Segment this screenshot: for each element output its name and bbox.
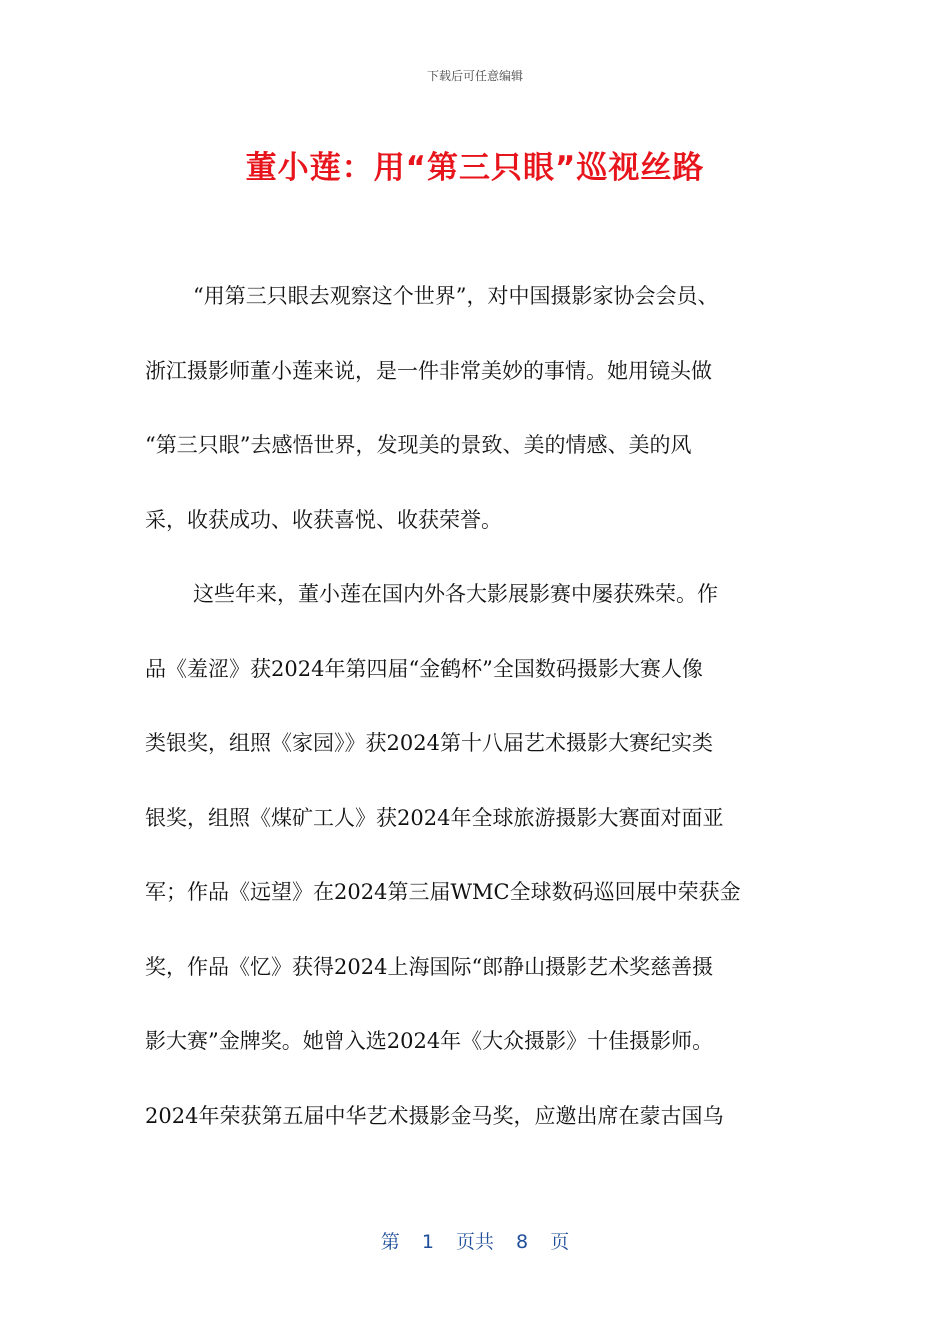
body-line: 奖，作品《忆》获得2024上海国际“郎静山摄影艺术奖慈善摄 [145, 954, 714, 979]
header-note: 下载后可任意编辑 [426, 69, 523, 83]
page-middle: 页共 [455, 1231, 494, 1253]
body-line: 军；作品《远望》在2024第三届WMC全球数码巡回展中荣获金 [145, 880, 741, 904]
page-prefix: 第 [380, 1231, 400, 1253]
document-body [145, 270, 805, 1164]
body-line: 浙江摄影师董小莲来说，是一件非常美妙的事情。她用镜头做 [145, 358, 712, 383]
body-line: “用第三只眼去观察这个世界”，对中国摄影家协会会员、 [193, 284, 719, 308]
body-line: “第三只眼”去感悟世界，发现美的景致、美的情感、美的风 [145, 433, 692, 457]
body-line: 类银奖，组照《家园》》获2024第十八届艺术摄影大赛纪实类 [145, 731, 713, 755]
body-line: 银奖，组照《煤矿工人》获2024年全球旅游摄影大赛面对面亚 [145, 805, 724, 830]
body-line: 影大赛”金牌奖。她曾入选2024年《大众摄影》十佳摄影师。 [145, 1029, 714, 1053]
page-suffix: 页 [550, 1231, 570, 1253]
document-title: 董小莲：用“第三只眼”巡视丝路 [245, 150, 705, 186]
body-line: 品《羞涩》获2024年第四届“金鹤杯”全国数码摄影大赛人像 [145, 656, 703, 681]
page-number: 1 [421, 1231, 434, 1253]
body-line: 采，收获成功、收获喜悦、收获荣誉。 [145, 507, 502, 532]
body-line: 这些年来，董小莲在国内外各大影展影赛中屡获殊荣。作 [193, 582, 718, 606]
page-footer [0, 1227, 950, 1254]
body-line: 2024年荣获第五届中华艺术摄影金马奖，应邀出席在蒙古国乌 [145, 1103, 724, 1128]
page-total: 8 [516, 1231, 529, 1253]
